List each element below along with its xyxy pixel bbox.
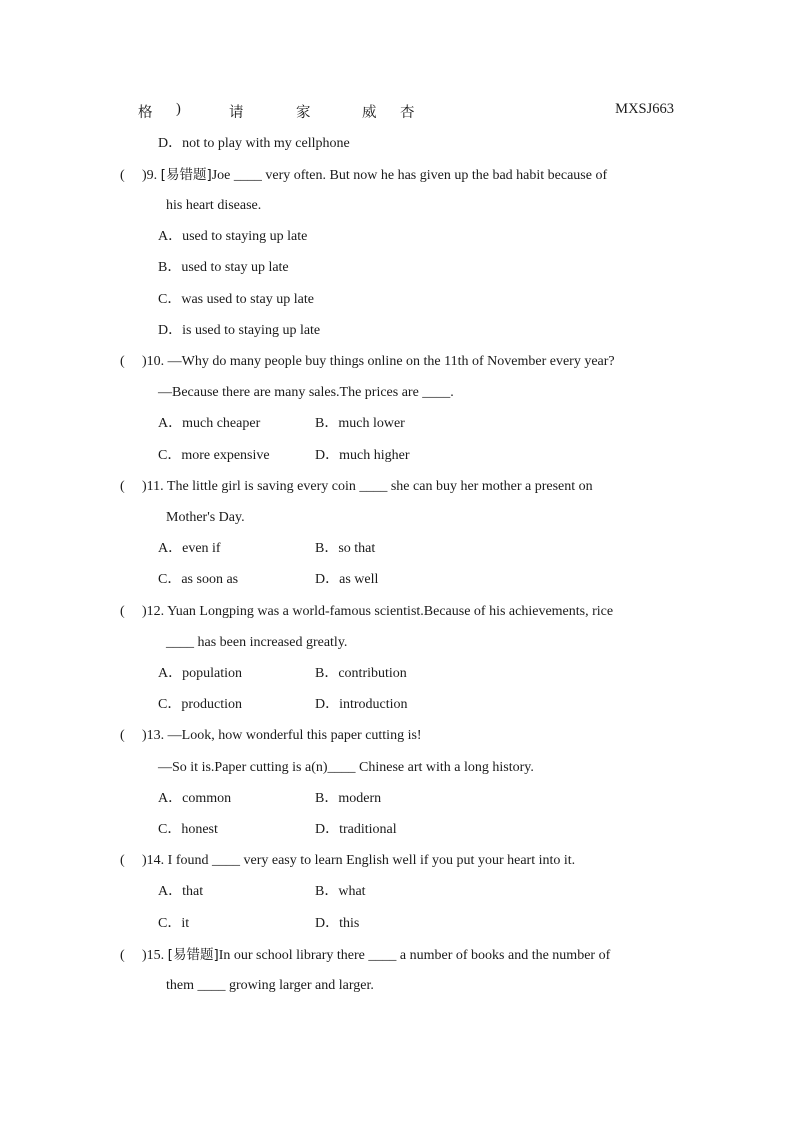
option-c: C．as soon as — [158, 572, 239, 587]
option-c: C．was used to stay up late — [158, 292, 314, 307]
option-d: D．is used to staying up late — [158, 323, 321, 338]
question-9 — [120, 166, 674, 185]
question-stem-cont: Mother's Day. — [166, 510, 245, 525]
question-number: )9. — [142, 168, 158, 183]
question-number: )14. — [142, 853, 165, 868]
question-number: )11. — [142, 479, 164, 494]
page-header — [138, 101, 674, 121]
question-stem: In our school library there ____ a number of books and the number of — [218, 948, 611, 963]
header-char: 杏 — [400, 105, 415, 121]
question-stem-cont: —So it is.Paper cutting is a(n)____ Chinese art with a long history. — [158, 760, 534, 775]
option-d: D．introduction — [315, 697, 408, 712]
option-a: A．used to staying up late — [158, 229, 308, 244]
option-b: B．so that — [315, 541, 376, 556]
question-stem: Joe ____ very often. But now he has given up the bad habit because of — [211, 168, 608, 183]
answer-blank-open: ( — [120, 604, 125, 619]
question-11 — [120, 478, 674, 496]
question-stem-cont: ____ has been increased greatly. — [166, 635, 348, 650]
question-stem: The little girl is saving every coin ____ she can buy her mother a present on — [166, 479, 593, 494]
question-number: )12. — [142, 604, 165, 619]
option-c: C．more expensive — [158, 448, 270, 463]
question-number: )10. — [142, 354, 165, 369]
header-char: 请 — [229, 105, 244, 121]
question-stem-cont: —Because there are many sales.The prices are ____. — [158, 385, 454, 400]
question-stem-cont: his heart disease. — [166, 198, 262, 213]
option-d: D．as well — [315, 572, 379, 587]
question-stem: —Why do many people buy things online on the 11th of November every year? — [167, 354, 615, 369]
answer-blank-open: ( — [120, 168, 125, 183]
header-char: 家 — [296, 105, 311, 121]
question-stem: —Look, how wonderful this paper cutting is! — [167, 728, 422, 743]
option-c: C．production — [158, 697, 242, 712]
option-a: A．even if — [158, 541, 221, 556]
option-b: B．what — [315, 884, 366, 899]
question-number: )13. — [142, 728, 165, 743]
answer-blank-open: ( — [120, 479, 125, 494]
option-b: B．much lower — [315, 416, 405, 431]
option-a: A．that — [158, 884, 204, 899]
option-c: C．honest — [158, 822, 218, 837]
question-12 — [120, 603, 674, 621]
tricky-question-tag: [易错题] — [167, 947, 219, 963]
question-stem: I found ____ very easy to learn English well if you put your heart into it. — [167, 853, 576, 868]
option-d: D．much higher — [315, 448, 410, 463]
header-char: 威 — [362, 105, 377, 121]
answer-blank-open: ( — [120, 354, 125, 369]
question-stem-cont: them ____ growing larger and larger. — [166, 978, 374, 993]
option-b: B．modern — [315, 791, 382, 806]
option-c: C．it — [158, 916, 190, 931]
answer-blank-open: ( — [120, 853, 125, 868]
question-stem: Yuan Longping was a world-famous scientist.Because of his achievements, rice — [167, 604, 614, 619]
option-a: A．much cheaper — [158, 416, 261, 431]
option-d: D．this — [315, 916, 360, 931]
option-b: B．contribution — [315, 666, 407, 681]
header-char: 格 — [138, 105, 153, 121]
option-d: D．traditional — [315, 822, 397, 837]
question-10 — [120, 353, 674, 371]
question-number: )15. — [142, 948, 165, 963]
q8-option-d: D．not to play with my cellphone — [158, 136, 350, 151]
option-b: B．used to stay up late — [158, 260, 289, 275]
document-code: MXSJ663 — [615, 101, 674, 117]
question-15 — [120, 946, 674, 965]
answer-blank-open: ( — [120, 728, 125, 743]
option-a: A．common — [158, 791, 232, 806]
tricky-question-tag: [易错题] — [160, 167, 212, 183]
answer-blank-open: ( — [120, 948, 125, 963]
option-a: A．population — [158, 666, 242, 681]
header-char: ) — [176, 101, 181, 117]
question-13 — [120, 727, 674, 745]
question-14 — [120, 852, 674, 870]
